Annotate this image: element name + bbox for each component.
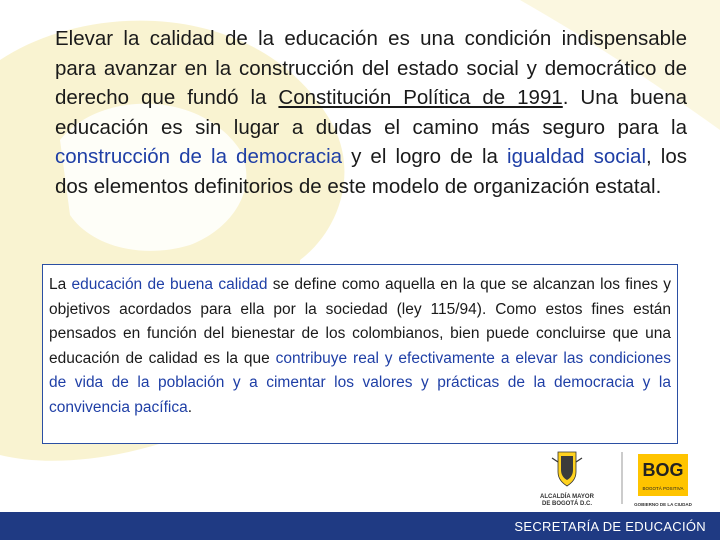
footer-bar	[0, 512, 720, 540]
bogota-positiva-logo	[634, 454, 693, 507]
equality-highlight: igualdad social	[507, 145, 647, 168]
intro-text-4: , los dos elementos definitorios de este modelo de organización estatal.	[55, 145, 687, 198]
secretaria-label: SECRETARÍA DE EDUCACIÓN	[514, 519, 706, 534]
bog-text: BOG	[642, 460, 684, 480]
democracy-highlight: construcción de la democracia	[55, 145, 343, 168]
alcaldia-line2: DE BOGOTÁ D.C.	[541, 501, 593, 507]
institution-logos	[530, 446, 720, 512]
alcaldia-logo	[540, 452, 595, 507]
alcaldia-line1: ALCALDÍA MAYOR	[540, 494, 594, 500]
intro-text-2: . Una buena educación es sin lugar a dudas el camino más seguro para la	[55, 86, 688, 139]
constitution-link[interactable]: Constitución Política de 1991	[278, 86, 563, 109]
intro-text-1: Elevar la calidad de la educación es una condición indispensable para avanzar en la construcción del estado social y democrático de derecho que fundó la	[55, 27, 687, 109]
contribution-highlight: contribuye real y efectivamente a elevar las condiciones de vida de la población y a cimentar los valores y prácticas de la democracia y la convivencia pacífica	[49, 349, 671, 416]
box-text-2: se define como aquella en la que se alcanzan los fines y objetivos acordados para ella por la sociedad (ley 115/94). Como estos fines están pensados en función del bienestar de los colombianos, bien puede concluirse que una educación de calidad es la que	[49, 276, 671, 367]
quality-education-highlight: educación de buena calidad	[71, 276, 268, 293]
box-text-3: .	[187, 398, 193, 416]
quality-definition-box	[42, 264, 678, 444]
box-text-1: La	[49, 276, 72, 293]
bog-caption: GOBIERNO DE LA CIUDAD	[634, 502, 692, 507]
bog-sub: BOGOTÁ POSITIVA	[642, 486, 684, 491]
intro-paragraph	[55, 24, 687, 201]
intro-text-3: y el logro de la	[342, 145, 508, 168]
